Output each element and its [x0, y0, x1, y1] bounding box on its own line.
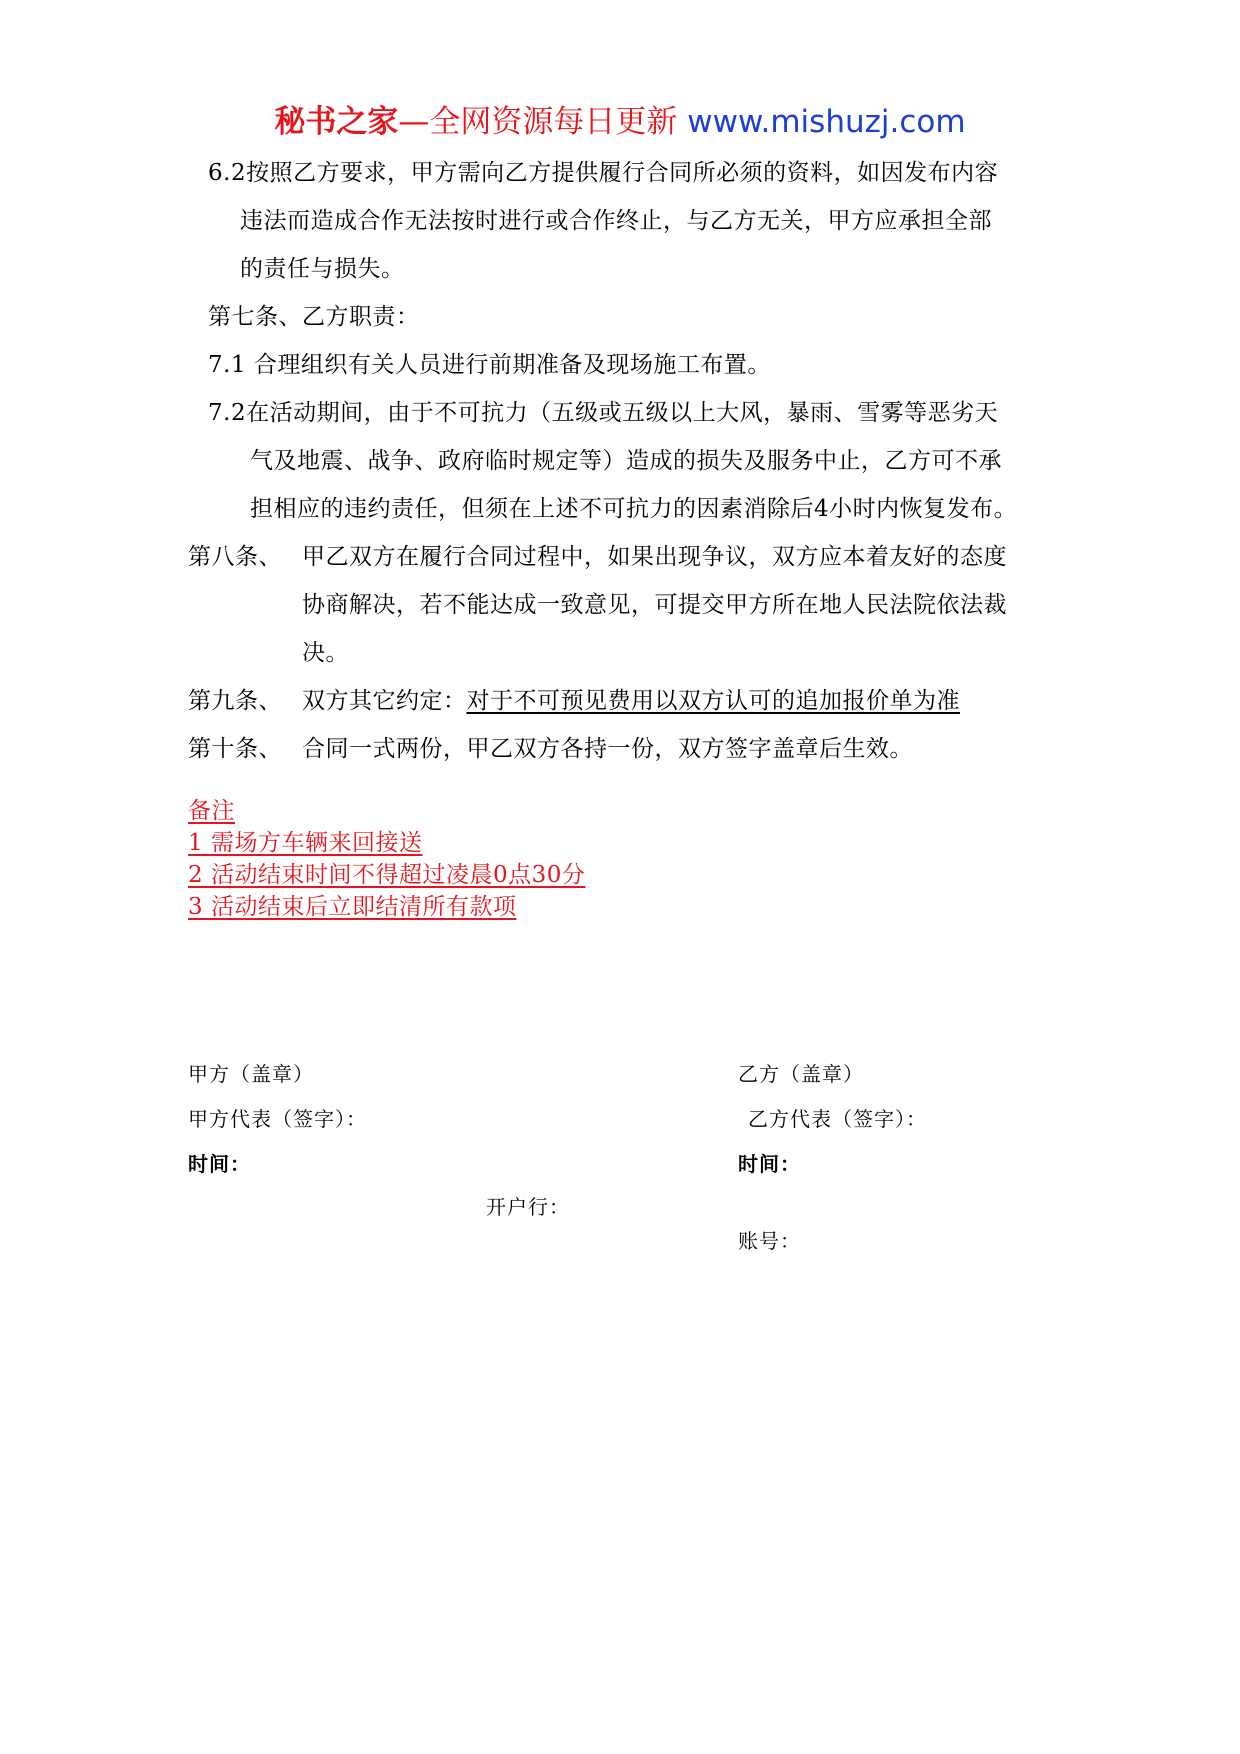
- clause-8-line-2: 协商解决，若不能达成一致意见，可提交甲方所在地人民法院依法裁: [302, 592, 1007, 618]
- party-a-seal-label: 甲方（盖章）: [188, 1062, 314, 1086]
- clause-7-2-line-1: 7.2在活动期间，由于不可抗力（五级或五级以上大风，暴雨、雪雾等恶劣天: [208, 400, 999, 426]
- notes-item-3: 3 活动结束后立即结清所有款项: [188, 894, 517, 920]
- clause-6-2-line-1: 6.2按照乙方要求，甲方需向乙方提供履行合同所必须的资料，如因发布内容: [208, 160, 999, 186]
- clause-7-2-line-3: 担相应的违约责任，但须在上述不可抗力的因素消除后4小时内恢复发布。: [250, 496, 1018, 522]
- clause-9-label: 第九条、: [188, 688, 282, 714]
- banner-url: www.mishuzj.com: [687, 104, 966, 140]
- party-b-time-label: 时间：: [738, 1152, 801, 1176]
- clause-10-text: 合同一式两份，甲乙双方各持一份，双方签字盖章后生效。: [302, 736, 913, 762]
- site-banner: [0, 102, 1240, 142]
- clause-8-label: 第八条、: [188, 544, 282, 570]
- clause-6-2-line-3: 的责任与损失。: [240, 256, 405, 282]
- clause-7-1: 7.1 合理组织有关人员进行前期准备及现场施工布置。: [208, 352, 771, 378]
- clause-7-2-line-2: 气及地震、战争、政府临时规定等）造成的损失及服务中止，乙方可不承: [250, 448, 1002, 474]
- account-label: 账号：: [738, 1229, 801, 1253]
- clause-9-line: [302, 685, 960, 717]
- clause-9-underlined: 对于不可预见费用以双方认可的追加报价单为准: [466, 688, 960, 714]
- party-b-seal-label: 乙方（盖章）: [738, 1062, 864, 1086]
- party-a-rep-label: 甲方代表（签字）：: [188, 1107, 367, 1131]
- notes-item-1: 1 需场方车辆来回接送: [188, 830, 423, 856]
- banner-slogan: —全网资源每日更新: [398, 104, 678, 140]
- notes-item-2: 2 活动结束时间不得超过凌晨0点30分: [188, 862, 586, 888]
- clause-6-2-line-2: 违法而造成合作无法按时进行或合作终止，与乙方无关，甲方应承担全部: [240, 208, 992, 234]
- banner-brand: 秘书之家: [274, 104, 399, 140]
- clause-10-label: 第十条、: [188, 736, 282, 762]
- party-b-rep-label: 乙方代表（签字）：: [748, 1107, 927, 1131]
- clause-8-line-1: 甲乙双方在履行合同过程中，如果出现争议，双方应本着友好的态度: [302, 544, 1007, 570]
- clause-8-line-3: 决。: [302, 640, 349, 666]
- notes-title: 备注: [188, 798, 235, 824]
- clause-9-text: 双方其它约定：: [302, 688, 467, 714]
- party-a-time-label: 时间：: [188, 1152, 251, 1176]
- clause-7-title: 第七条、乙方职责：: [208, 304, 420, 330]
- bank-label: 开户行：: [486, 1195, 570, 1219]
